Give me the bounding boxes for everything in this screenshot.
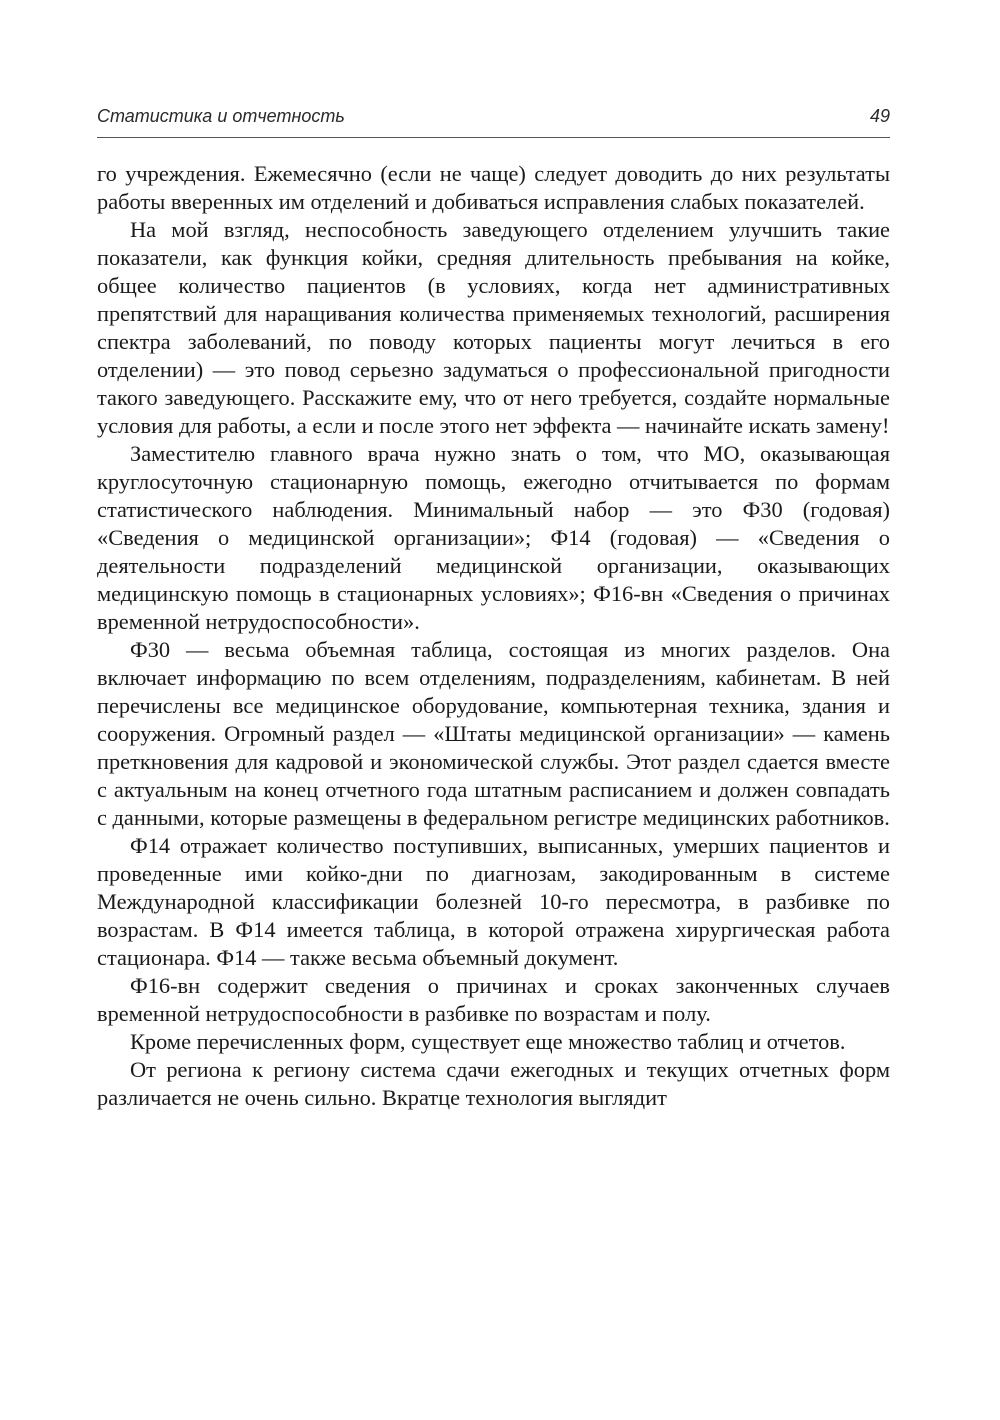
paragraph: го учреждения. Ежемесячно (если не чаще) следует доводить до них результаты работы вверенных им отделений и добиваться исправления слабых показателей. — [97, 161, 890, 214]
paragraph: Заместителю главного врача нужно знать о том, что МО, оказывающая круглосуточную стационарную помощь, ежегодно отчитывается по формам статистического наблюдения. Минимальный набор — это Ф30 (годовая) «Сведения о медицинской организации»; Ф14 (годовая) — «Сведения о деятельности подразделений медицинской организации, оказывающих медицинскую помощь в стационарных условиях»; Ф16-вн «Сведения о причинах временной нетрудоспособности». — [97, 441, 890, 634]
paragraph: На мой взгляд, неспособность заведующего отделением улучшить такие показатели, как функция койки, средняя длительность пребывания на койке, общее количество пациентов (в условиях, когда нет административных препятствий для наращивания количества применяемых технологий, расширения спектра заболеваний, по поводу которых пациенты могут лечиться в его отделении) — это повод серьезно задуматься о профессиональной пригодности такого заведующего. Расскажите ему, что от него требуется, создайте нормальные условия для работы, а если и после этого нет эффекта — начинайте искать замену! — [97, 217, 890, 438]
paragraph: Ф30 — весьма объемная таблица, состоящая из многих разделов. Она включает информацию по всем отделениям, подразделениям, кабинетам. В ней перечислены все медицинское оборудование, компьютерная техника, здания и сооружения. Огромный раздел — «Штаты медицинской организации» — камень преткновения для кадровой и экономической службы. Этот раздел сдается вместе с актуальным на конец отчетного года штатным расписанием и должен совпадать с данными, которые размещены в федеральном регистре медицинских работников. — [97, 637, 890, 830]
paragraph: Ф16-вн содержит сведения о причинах и сроках законченных случаев временной нетрудоспособности в разбивке по возрастам и полу. — [97, 973, 890, 1026]
section-title: Статистика и отчетность — [97, 106, 345, 126]
paragraph: Ф14 отражает количество поступивших, выписанных, умерших пациентов и проведенные ими койко-дни по диагнозам, закодированным в системе Международной классификации болезней 10-го пересмотра, в разбивке по возрастам. В Ф14 имеется таблица, в которой отражена хирургическая работа стационара. Ф14 — также весьма объемный документ. — [97, 833, 890, 970]
header-divider — [97, 137, 890, 138]
body-text — [97, 160, 890, 1112]
paragraph: Кроме перечисленных форм, существует еще множество таблиц и отчетов. — [130, 1029, 846, 1054]
page-number: 49 — [869, 106, 890, 126]
running-header — [97, 103, 890, 127]
paragraph: От региона к региону система сдачи ежегодных и текущих отчетных форм различается не очень сильно. Вкратце технология выглядит — [97, 1057, 890, 1110]
